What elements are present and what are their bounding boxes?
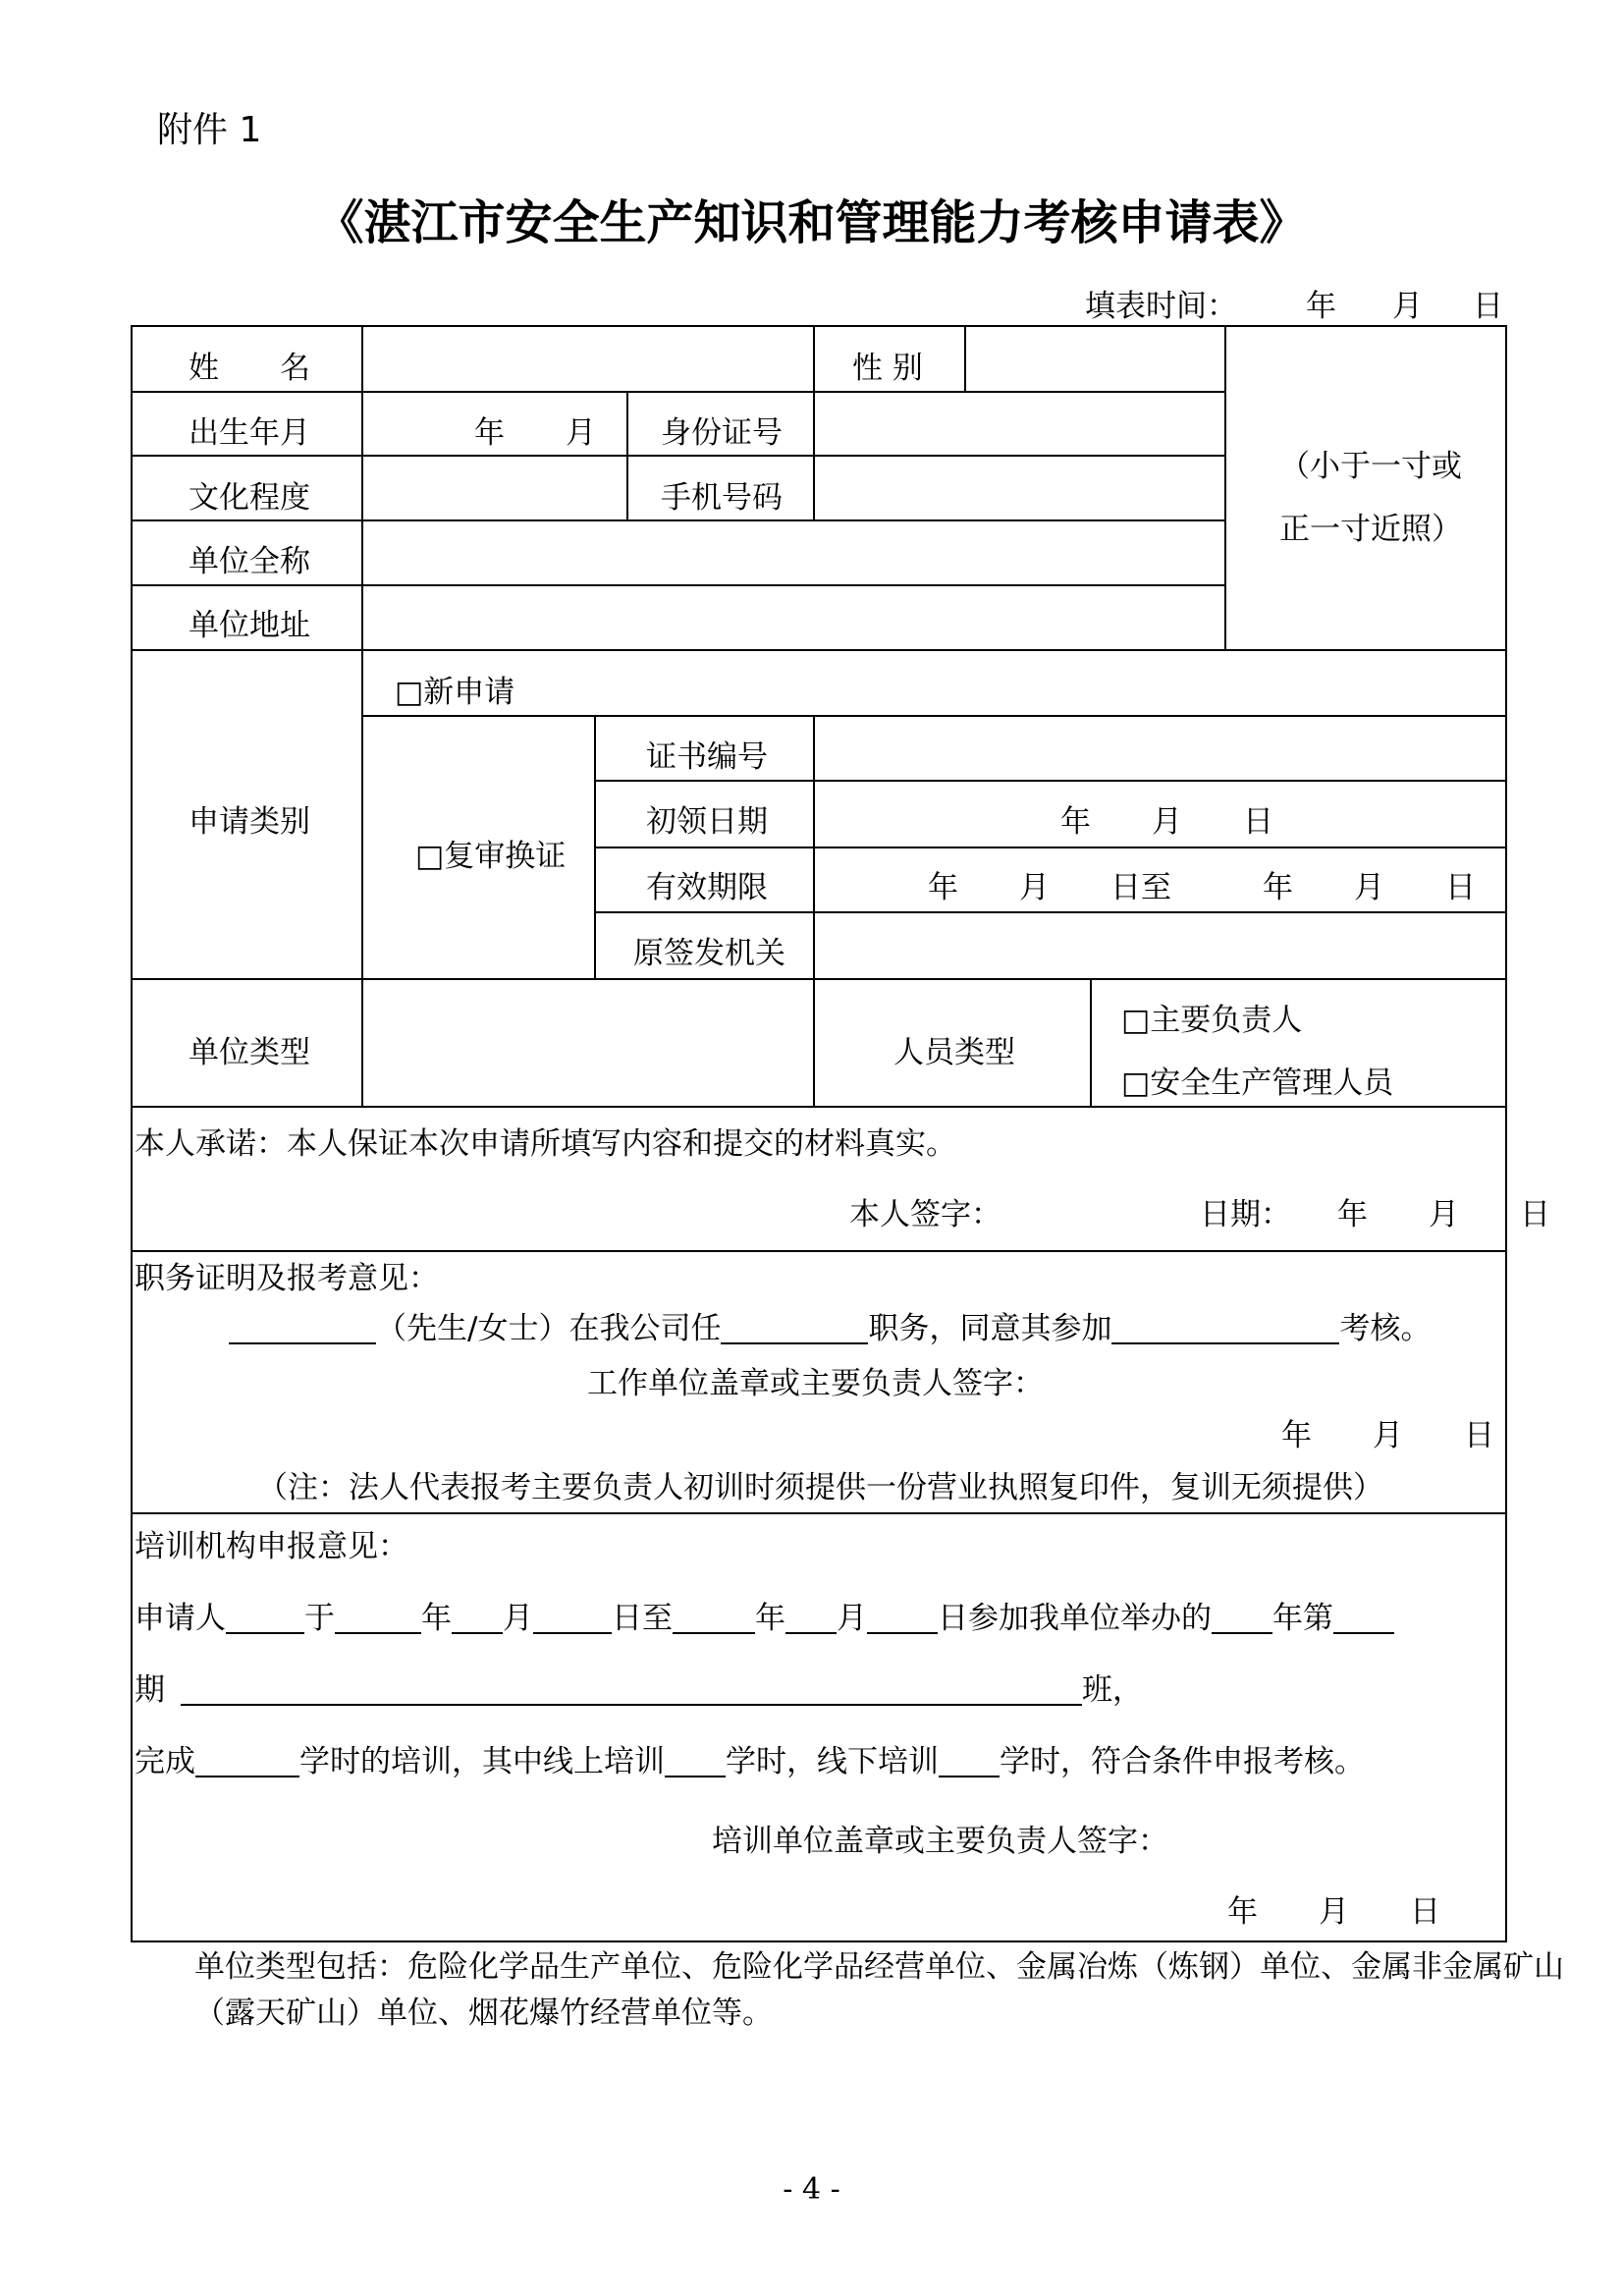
label-phone: 手机号码 bbox=[661, 480, 783, 516]
label-id-number: 身份证号 bbox=[661, 415, 783, 451]
label-org-type: 单位类型 bbox=[189, 1035, 310, 1070]
photo-area[interactable] bbox=[1228, 329, 1503, 647]
training-line-hours: 完成 学时的培训，其中线上培训 学时，线下培训 学时，符合条件申报考核。 bbox=[135, 1744, 1365, 1779]
footnote-line2: （露天矿山）单位、烟花爆竹经营单位等。 bbox=[194, 1995, 773, 2031]
fill-date-day: 日 bbox=[1473, 289, 1503, 324]
checkbox-renewal[interactable]: □复审换证 bbox=[415, 839, 567, 874]
employer-heading: 职务证明及报考意见： bbox=[135, 1261, 439, 1296]
label-first-issue: 初领日期 bbox=[646, 804, 768, 840]
gender-field[interactable] bbox=[968, 330, 1222, 389]
first-issue-date-field[interactable]: 年 月 日 bbox=[1060, 804, 1273, 840]
checkbox-new-application[interactable]: □新申请 bbox=[395, 675, 515, 710]
employer-statement: （先生/女士）在我公司任 职务，同意其参加 考核。 bbox=[229, 1313, 1431, 1344]
training-date: 年 月 日 bbox=[1227, 1894, 1440, 1930]
label-person-type: 人员类型 bbox=[893, 1035, 1015, 1070]
label-gender: 性 别 bbox=[852, 351, 923, 386]
employer-note: （注：法人代表报考主要负责人初训时须提供一份营业执照复印件，复训无须提供） bbox=[257, 1470, 1383, 1505]
label-app-type: 申请类别 bbox=[189, 804, 310, 840]
label-org-name: 单位全称 bbox=[189, 544, 310, 579]
checkbox-main-leader[interactable]: □主要负责人 bbox=[1121, 1003, 1303, 1038]
org-address-field[interactable] bbox=[365, 588, 1222, 645]
cert-no-field[interactable] bbox=[817, 719, 1503, 778]
phone-field[interactable] bbox=[817, 459, 1222, 516]
label-org-address: 单位地址 bbox=[189, 608, 310, 643]
employer-date: 年 月 日 bbox=[1281, 1418, 1494, 1453]
training-heading: 培训机构申报意见： bbox=[135, 1529, 408, 1564]
fill-date-label: 填表时间： bbox=[1085, 289, 1237, 324]
label-birth: 出生年月 bbox=[189, 415, 310, 451]
issuer-field[interactable] bbox=[817, 915, 1503, 976]
fill-date-year: 年 bbox=[1306, 289, 1336, 324]
org-type-field[interactable] bbox=[365, 982, 811, 1104]
label-name: 姓 名 bbox=[189, 351, 310, 386]
id-number-field[interactable] bbox=[817, 395, 1222, 452]
photo-note-line2: 正一寸近照） bbox=[1279, 512, 1462, 547]
name-field[interactable] bbox=[365, 330, 811, 389]
label-validity: 有效期限 bbox=[646, 870, 768, 905]
label-education: 文化程度 bbox=[189, 480, 310, 516]
employer-sign-label: 工作单位盖章或主要负责人签字： bbox=[587, 1366, 1044, 1401]
training-line-dates: 申请人 于 年 月 日至 年 月 日参加我单位举办的 年第 bbox=[135, 1603, 1394, 1634]
form-title: 《湛江市安全生产知识和管理能力考核申请表》 bbox=[316, 195, 1307, 250]
birth-year-month-field[interactable]: 年 月 bbox=[474, 415, 596, 451]
pledge-date-label: 日期： bbox=[1200, 1197, 1291, 1232]
label-cert-no: 证书编号 bbox=[646, 739, 768, 775]
pledge-sign-label: 本人签字： bbox=[849, 1197, 1001, 1232]
org-name-field[interactable] bbox=[365, 523, 1222, 580]
fill-date-month: 月 bbox=[1392, 289, 1423, 324]
attachment-label: 附件 1 bbox=[157, 110, 262, 150]
label-issuer: 原签发机关 bbox=[633, 936, 785, 971]
training-line-class: 期 班， bbox=[135, 1672, 1143, 1708]
training-sign-label: 培训单位盖章或主要负责人签字： bbox=[712, 1824, 1168, 1859]
pledge-date: 年 月 日 bbox=[1337, 1197, 1550, 1232]
education-field[interactable] bbox=[365, 459, 624, 516]
page-number: - 4 - bbox=[783, 2172, 840, 2207]
photo-note-line1: （小于一寸或 bbox=[1279, 449, 1462, 484]
validity-period-field[interactable]: 年 月 日至 年 月 日 bbox=[928, 870, 1476, 905]
footnote-line1: 单位类型包括：危险化学品生产单位、危险化学品经营单位、金属冶炼（炼钢）单位、金属非金属矿山 bbox=[194, 1949, 1564, 1985]
checkbox-safety-manager[interactable]: □安全生产管理人员 bbox=[1121, 1066, 1394, 1101]
pledge-text: 本人承诺：本人保证本次申请所填写内容和提交的材料真实。 bbox=[135, 1126, 956, 1162]
